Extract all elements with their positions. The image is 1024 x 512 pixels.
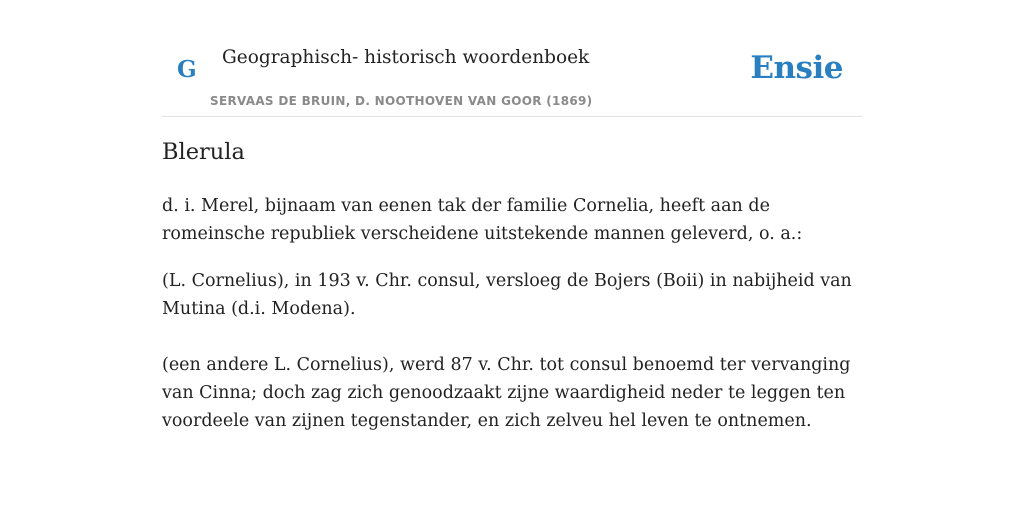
source-authors: SERVAAS DE BRUIN, D. NOOTHOVEN VAN GOOR (1869) (210, 94, 593, 108)
ensie-logo[interactable]: Ensie (750, 50, 843, 86)
entry-paragraph: (een andere L. Cornelius), werd 87 v. Chr. tot consul benoemd ter vervanging van Cinna; doch zag zich genoodzaakt zijne waardigheid neder te leggen ten voordeele van zijnen tegenstander, en zich zelveu hel leven te ontnemen. (162, 355, 851, 431)
entry-title: Blerula (162, 139, 245, 165)
entry-paragraph: (L. Cornelius), in 193 v. Chr. consul, versloeg de Bojers (Boii) in nabijheid van Mutina (d.i. Modena). (162, 271, 852, 319)
source-letter-badge[interactable]: G (177, 56, 197, 83)
source-header (162, 30, 862, 117)
source-title-link[interactable]: Geographisch- historisch woordenboek (222, 47, 590, 68)
entry-paragraph: d. i. Merel, bijnaam van eenen tak der familie Cornelia, heeft aan de romeinsche republiek verscheidene uitstekende mannen geleverd, o. a.: (162, 196, 803, 244)
